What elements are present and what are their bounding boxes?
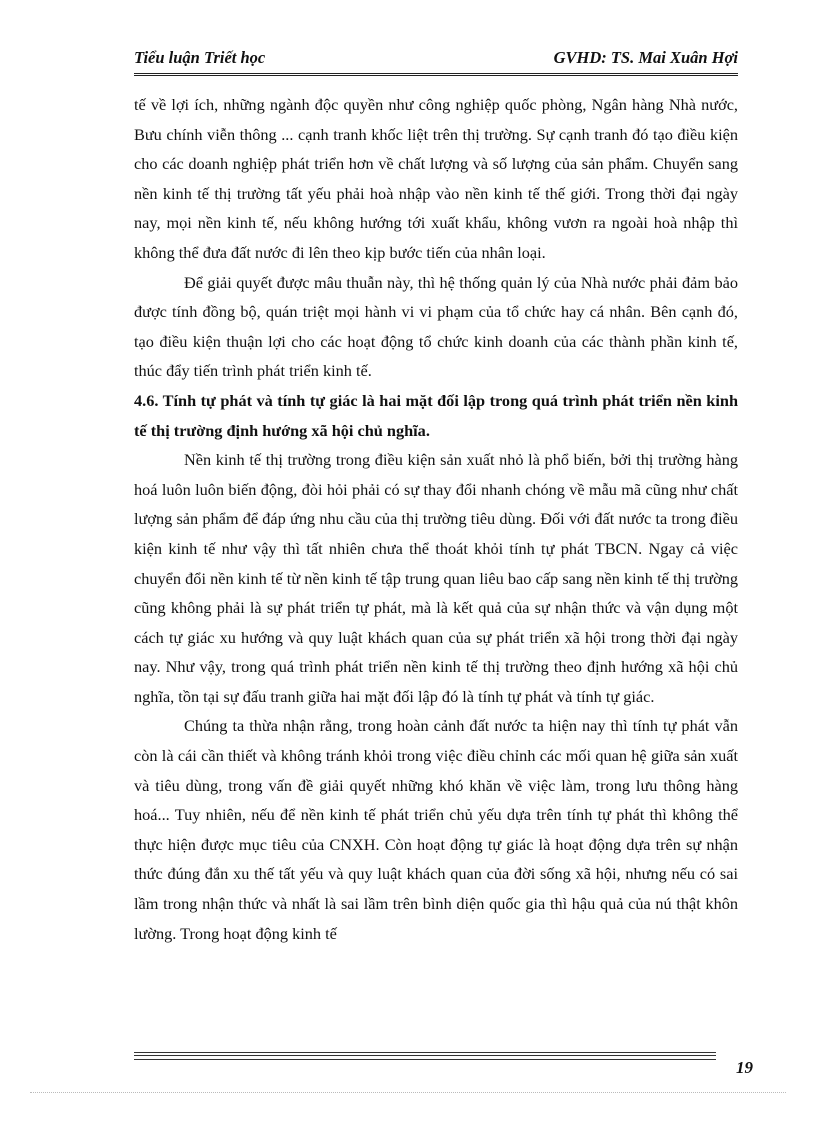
section-heading: 4.6. Tính tự phát và tính tự giác là hai mặt đối lập trong quá trình phát triển nền kinh tế thị trường định hướng xã hội chủ nghĩa. (134, 390, 738, 440)
paragraph-4: Chúng ta thừa nhận rằng, trong hoàn cảnh đất nước ta hiện nay thì tính tự phát vẫn còn là cái cần thiết và không tránh khỏi trong việc điều chỉnh các mối quan hệ giữa sản xuất và tiêu dùng, trong vấn đề giải quyết những khó khăn về việc làm, trong lưu thông hàng hoá... Tuy nhiên, nếu để nền kinh tế phát triển chủ yếu dựa trên tính tự phát thì không thể thực hiện được mục tiêu của CNXH. Còn hoạt động tự giác là hoạt động dựa trên sự nhận thức đúng đắn xu thế tất yếu và quy luật khách quan của đời sống xã hội, nhưng nếu có sai lầm trong nhận thức và nhất là sai lầm trên bình diện quốc gia thì hậu quả của nú thật khôn lường. Trong hoạt động kinh tế (134, 716, 738, 943)
page-header (134, 45, 738, 76)
page-number: 19 (736, 1058, 753, 1077)
footer-divider (134, 1052, 716, 1060)
page-bottom-border (30, 1092, 786, 1093)
paragraph-3: Nền kinh tế thị trường trong điều kiện sản xuất nhỏ là phổ biến, bởi thị trường hàng hoá luôn luôn biến động, đòi hỏi phải có sự thay đổi nhanh chóng về mẫu mã cũng như chất lượng sản phẩm để đáp ứng nhu cầu của thị trường tiêu dùng. Đối với đất nước ta trong điều kiện kinh tế như vậy thì tất nhiên chưa thể thoát khỏi tính tự phát TBCN. Ngay cả việc chuyển đổi nền kinh tế từ nền kinh tế tập trung quan liêu bao cấp sang nền kinh tế thị trường cũng không phải là sự phát triển tự phát, mà là kết quả của sự nhận thức và vận dụng một cách tự giác xu hướng và quy luật khách quan của sự phát triển xã hội trong thời đại ngày nay. Như vậy, trong quá trình phát triển nền kinh tế thị trường theo định hướng xã hội chủ nghĩa, tồn tại sự đấu tranh giữa hai mặt đối lập đó là tính tự phát và tính tự giác. (134, 450, 738, 706)
page-content (134, 90, 738, 948)
header-title: Tiểu luận Triết học (134, 48, 266, 67)
paragraph-2: Để giải quyết được mâu thuẫn này, thì hệ thống quản lý của Nhà nước phải đảm bảo được tính đồng bộ, quán triệt mọi hành vi vi phạm của tổ chức hay cá nhân. Bên cạnh đó, tạo điều kiện thuận lợi cho các hoạt động tổ chức kinh doanh của các thành phần kinh tế, thúc đẩy tiến trình phát triển kinh tế. (134, 272, 738, 381)
paragraph-1: tế về lợi ích, những ngành độc quyền như công nghiệp quốc phòng, Ngân hàng Nhà nước, Bưu chính viễn thông ... cạnh tranh khốc liệt trên thị trường. Sự cạnh tranh đó tạo điều kiện cho các doanh nghiệp phát triển hơn về chất lượng và số lượng của sản phẩm. Chuyển sang nền kinh tế thị trường tất yếu phải hoà nhập vào nền kinh tế thế giới. Trong thời đại ngày nay, mọi nền kinh tế, nếu không hướng tới xuất khẩu, không vươn ra ngoài hoà nhập thì không thể đưa đất nước đi lên theo kịp bước tiến của nhân loại. (134, 95, 738, 262)
header-supervisor: GVHD: TS. Mai Xuân Hợi (553, 48, 738, 67)
